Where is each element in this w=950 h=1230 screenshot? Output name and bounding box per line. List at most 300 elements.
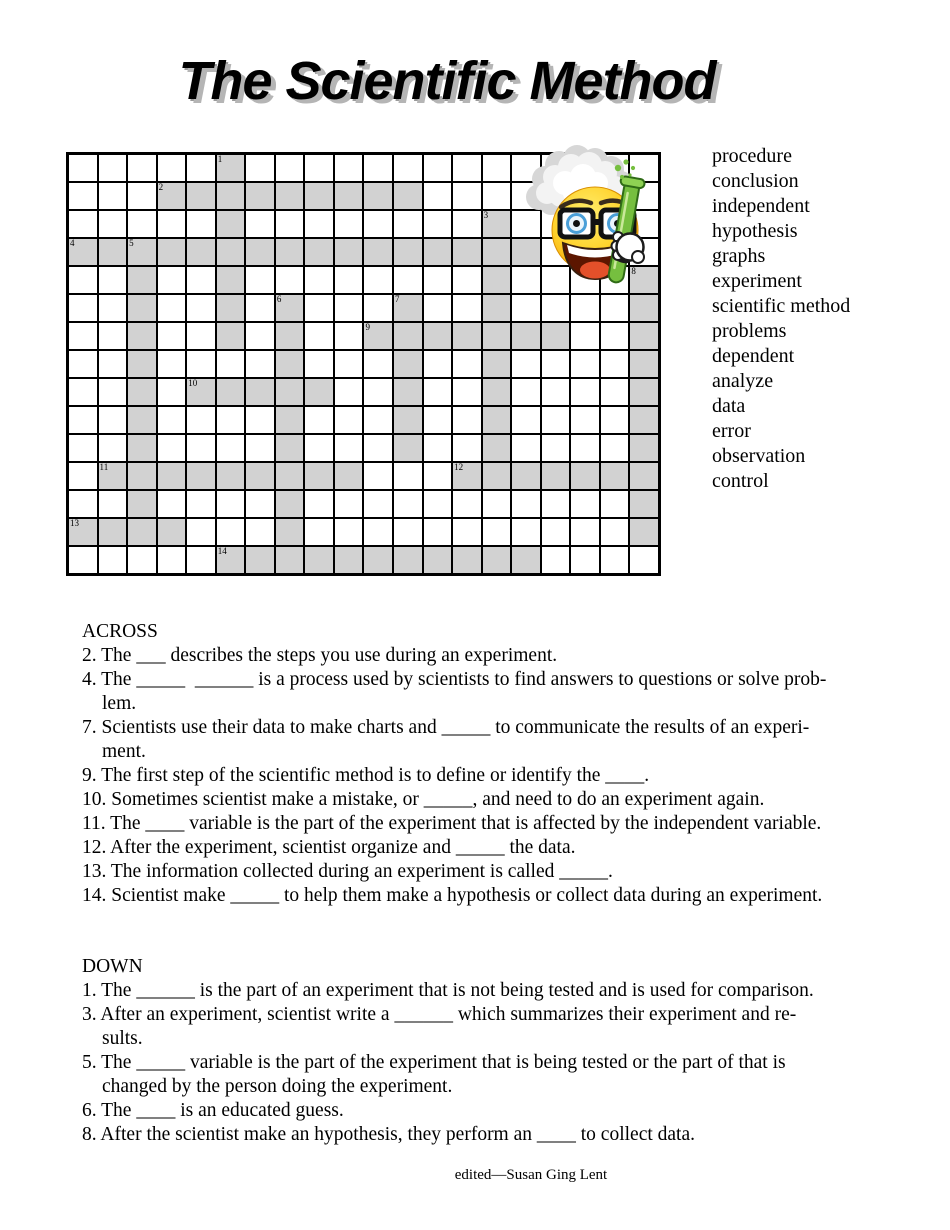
grid-cell: [334, 434, 364, 462]
grid-cell: [363, 462, 393, 490]
grid-cell: [511, 490, 541, 518]
grid-cell: [363, 546, 393, 574]
grid-cell: [98, 266, 128, 294]
grid-cell: [629, 406, 659, 434]
clue-line: 6. The ____ is an educated guess.: [82, 1100, 344, 1121]
grid-cell: [157, 350, 187, 378]
grid-cell: [127, 490, 157, 518]
across-section: [82, 620, 888, 908]
grid-cell: [216, 378, 246, 406]
grid-cell: [304, 266, 334, 294]
grid-cell: [629, 378, 659, 406]
grid-cell: [245, 350, 275, 378]
grid-cell: [245, 210, 275, 238]
grid-cell: [452, 406, 482, 434]
grid-cell: [275, 378, 305, 406]
grid-cell: [304, 462, 334, 490]
grid-cell: [216, 546, 246, 574]
grid-cell: [275, 490, 305, 518]
cell-number: 9: [365, 322, 370, 332]
grid-cell: [570, 462, 600, 490]
grid-cell: [363, 350, 393, 378]
grid-cell: [334, 294, 364, 322]
grid-cell: [216, 182, 246, 210]
grid-cell: [127, 266, 157, 294]
grid-cell: [482, 518, 512, 546]
grid-cell: [570, 322, 600, 350]
grid-cell: [245, 154, 275, 182]
grid-cell: [423, 154, 453, 182]
clue-line: 11. The ____ variable is the part of the experiment that is affected by the independent variable.: [82, 813, 822, 834]
word-bank-item: problems: [712, 320, 787, 342]
grid-cell: [127, 294, 157, 322]
grid-cell: [186, 518, 216, 546]
clue-line: 8. After the scientist make an hypothesis, they perform an ____ to collect data.: [82, 1124, 695, 1145]
grid-cell: [98, 350, 128, 378]
grid-cell: [334, 378, 364, 406]
clue-line: sults.: [102, 1028, 143, 1049]
grid-cell: [157, 406, 187, 434]
grid-cell: [68, 546, 98, 574]
grid-cell: [216, 462, 246, 490]
grid-cell: [98, 238, 128, 266]
grid-cell: [186, 406, 216, 434]
grid-cell: [629, 322, 659, 350]
grid-cell: [98, 378, 128, 406]
cell-number: 11: [99, 462, 109, 472]
grid-cell: [98, 546, 128, 574]
grid-cell: [334, 238, 364, 266]
grid-cell: [98, 518, 128, 546]
grid-cell: [393, 238, 423, 266]
grid-cell: [482, 154, 512, 182]
grid-cell: [393, 350, 423, 378]
grid-cell: [186, 182, 216, 210]
grid-cell: [157, 238, 187, 266]
grid-cell: [216, 294, 246, 322]
grid-cell: [157, 322, 187, 350]
grid-cell: [629, 518, 659, 546]
glove-icon: [612, 232, 645, 263]
grid-cell: [541, 294, 571, 322]
grid-cell: [304, 546, 334, 574]
grid-cell: [245, 518, 275, 546]
grid-cell: [334, 546, 364, 574]
grid-cell: [304, 294, 334, 322]
grid-cell: [452, 462, 482, 490]
grid-cell: [245, 182, 275, 210]
word-bank-item: procedure: [712, 145, 792, 167]
grid-cell: [275, 154, 305, 182]
grid-cell: [216, 266, 246, 294]
grid-cell: [68, 266, 98, 294]
cell-number: 3: [483, 210, 489, 220]
grid-cell: [423, 518, 453, 546]
grid-cell: [98, 154, 128, 182]
grid-cell: [127, 462, 157, 490]
grid-cell: [275, 182, 305, 210]
grid-cell: [541, 518, 571, 546]
grid-cell: [363, 490, 393, 518]
grid-cell: [570, 378, 600, 406]
grid-cell: [393, 406, 423, 434]
clue-line: 2. The ___ describes the steps you use during an experiment.: [82, 645, 558, 666]
grid-cell: [570, 518, 600, 546]
grid-cell: [482, 350, 512, 378]
grid-cell: [452, 434, 482, 462]
grid-cell: [363, 294, 393, 322]
grid-cell: [127, 182, 157, 210]
cell-number: 2: [158, 182, 164, 192]
grid-cell: [600, 462, 630, 490]
grid-cell: [600, 546, 630, 574]
grid-cell: [482, 266, 512, 294]
grid-cell: [157, 462, 187, 490]
grid-cell: [452, 182, 482, 210]
grid-cell: [482, 434, 512, 462]
grid-cell: [393, 378, 423, 406]
grid-cell: [216, 154, 246, 182]
grid-cell: [245, 490, 275, 518]
grid-cell: [216, 518, 246, 546]
across-clues: [82, 644, 888, 908]
grid-cell: [541, 462, 571, 490]
grid-cell: [511, 378, 541, 406]
word-bank: [712, 144, 850, 494]
grid-cell: [334, 154, 364, 182]
grid-cell: [245, 546, 275, 574]
down-clues: [82, 979, 888, 1147]
grid-cell: [511, 518, 541, 546]
grid-cell: [600, 294, 630, 322]
grid-cell: [304, 378, 334, 406]
grid-cell: [68, 434, 98, 462]
grid-cell: [275, 266, 305, 294]
grid-cell: [452, 378, 482, 406]
grid-cell: [423, 210, 453, 238]
grid-cell: [600, 350, 630, 378]
grid-cell: [393, 322, 423, 350]
grid-cell: [304, 238, 334, 266]
grid-cell: [216, 238, 246, 266]
grid-cell: [216, 490, 246, 518]
across-header: ACROSS: [82, 621, 158, 642]
grid-cell: [363, 518, 393, 546]
grid-cell: [275, 350, 305, 378]
cell-number: 14: [217, 546, 227, 556]
grid-cell: [570, 350, 600, 378]
down-section: [82, 955, 888, 1147]
grid-cell: [423, 378, 453, 406]
grid-cell: [600, 378, 630, 406]
grid-cell: [245, 434, 275, 462]
grid-cell: [570, 406, 600, 434]
word-bank-item: independent: [712, 195, 810, 217]
grid-cell: [393, 266, 423, 294]
grid-cell: [127, 350, 157, 378]
grid-cell: [452, 266, 482, 294]
grid-cell: [304, 154, 334, 182]
grid-cell: [423, 238, 453, 266]
grid-cell: [127, 378, 157, 406]
grid-cell: [334, 266, 364, 294]
clue-line: lem.: [102, 693, 137, 714]
grid-cell: [393, 182, 423, 210]
grid-cell: [275, 210, 305, 238]
grid-cell: [186, 266, 216, 294]
grid-cell: [157, 434, 187, 462]
grid-cell: [629, 490, 659, 518]
grid-cell: [304, 518, 334, 546]
cell-number: 1: [217, 154, 223, 164]
grid-cell: [157, 294, 187, 322]
grid-cell: [245, 462, 275, 490]
grid-cell: [541, 434, 571, 462]
grid-cell: [423, 182, 453, 210]
grid-cell: [393, 210, 423, 238]
grid-cell: [186, 154, 216, 182]
cell-number: 13: [70, 518, 79, 528]
grid-cell: [570, 294, 600, 322]
grid-cell: [511, 462, 541, 490]
grid-cell: [541, 406, 571, 434]
word-bank-item: observation: [712, 445, 806, 467]
cell-number: 10: [188, 378, 198, 388]
grid-cell: [245, 406, 275, 434]
grid-cell: [600, 322, 630, 350]
grid-cell: [511, 434, 541, 462]
grid-cell: [186, 294, 216, 322]
grid-cell: [68, 182, 98, 210]
grid-cell: [423, 322, 453, 350]
grid-cell: [334, 406, 364, 434]
grid-cell: [629, 462, 659, 490]
clue-line: 5. The _____ variable is the part of the experiment that is being tested or the part of that is: [82, 1052, 786, 1073]
grid-cell: [186, 434, 216, 462]
grid-cell: [600, 406, 630, 434]
grid-cell: [482, 378, 512, 406]
grid-cell: [127, 238, 157, 266]
clue-line: 1. The ______ is the part of an experiment that is not being tested and is used for comparison.: [82, 980, 814, 1001]
grid-cell: [304, 210, 334, 238]
grid-cell: [363, 182, 393, 210]
grid-cell: [511, 546, 541, 574]
grid-cell: [275, 462, 305, 490]
grid-cell: [452, 210, 482, 238]
grid-cell: [216, 434, 246, 462]
cell-number: 7: [395, 294, 400, 304]
grid-cell: [600, 490, 630, 518]
clue-line: 9. The first step of the scientific method is to define or identify the ____.: [82, 765, 650, 786]
grid-cell: [98, 406, 128, 434]
word-bank-item: dependent: [712, 345, 795, 367]
grid-cell: [127, 406, 157, 434]
grid-cell: [423, 294, 453, 322]
grid-cell: [393, 434, 423, 462]
grid-cell: [600, 518, 630, 546]
grid-cell: [363, 434, 393, 462]
grid-cell: [127, 322, 157, 350]
grid-cell: [157, 546, 187, 574]
grid-cell: [127, 210, 157, 238]
grid-cell: [275, 434, 305, 462]
grid-cell: [186, 238, 216, 266]
word-bank-item: hypothesis: [712, 220, 798, 242]
grid-cell: [334, 462, 364, 490]
grid-cell: [186, 350, 216, 378]
clue-line: 14. Scientist make _____ to help them make a hypothesis or collect data during an experiment.: [82, 885, 823, 906]
grid-cell: [186, 462, 216, 490]
word-bank-item: control: [712, 470, 769, 492]
grid-cell: [452, 294, 482, 322]
word-bank-item: conclusion: [712, 170, 799, 192]
grid-cell: [245, 238, 275, 266]
word-bank-item: experiment: [712, 270, 802, 292]
grid-cell: [334, 210, 364, 238]
grid-cell: [363, 266, 393, 294]
cell-number: 4: [70, 238, 75, 248]
grid-cell: [216, 406, 246, 434]
grid-cell: [600, 434, 630, 462]
grid-cell: [423, 434, 453, 462]
grid-cell: [186, 210, 216, 238]
grid-cell: [68, 406, 98, 434]
grid-cell: [393, 462, 423, 490]
grid-cell: [541, 378, 571, 406]
grid-cell: [541, 490, 571, 518]
grid-cell: [570, 434, 600, 462]
grid-cell: [98, 490, 128, 518]
grid-cell: [98, 434, 128, 462]
grid-cell: [98, 294, 128, 322]
grid-cell: [245, 294, 275, 322]
grid-cell: [157, 210, 187, 238]
grid-cell: [363, 238, 393, 266]
grid-cell: [482, 238, 512, 266]
grid-cell: [482, 322, 512, 350]
grid-cell: [98, 462, 128, 490]
grid-cell: [629, 546, 659, 574]
grid-cell: [275, 406, 305, 434]
grid-cell: [186, 546, 216, 574]
grid-cell: [482, 490, 512, 518]
grid-cell: [393, 546, 423, 574]
grid-cell: [452, 154, 482, 182]
grid-cell: [216, 210, 246, 238]
grid-cell: [186, 378, 216, 406]
page-title: The Scientific Method: [178, 51, 716, 111]
grid-cell: [423, 406, 453, 434]
grid-cell: [157, 518, 187, 546]
grid-cell: [541, 350, 571, 378]
grid-cell: [452, 490, 482, 518]
grid-cell: [482, 294, 512, 322]
word-bank-item: data: [712, 395, 746, 417]
grid-cell: [452, 518, 482, 546]
grid-cell: [68, 350, 98, 378]
grid-cell: [393, 518, 423, 546]
grid-cell: [127, 546, 157, 574]
clue-line: 7. Scientists use their data to make charts and _____ to communicate the results of an experi-: [82, 717, 810, 738]
grid-cell: [68, 490, 98, 518]
grid-cell: [511, 350, 541, 378]
grid-cell: [334, 350, 364, 378]
grid-cell: [68, 518, 98, 546]
grid-cell: [423, 266, 453, 294]
grid-cell: [541, 546, 571, 574]
grid-cell: [363, 406, 393, 434]
grid-cell: [304, 182, 334, 210]
grid-cell: [275, 546, 305, 574]
grid-cell: [186, 490, 216, 518]
grid-cell: [245, 322, 275, 350]
cell-number: 12: [454, 462, 464, 472]
grid-cell: [275, 294, 305, 322]
cell-number: 5: [129, 238, 134, 248]
clue-line: 4. The _____ ______ is a process used by scientists to find answers to questions or solve prob-: [82, 669, 827, 690]
grid-cell: [304, 322, 334, 350]
grid-cell: [68, 322, 98, 350]
grid-cell: [245, 378, 275, 406]
grid-cell: [452, 238, 482, 266]
grid-cell: [157, 182, 187, 210]
grid-cell: [629, 294, 659, 322]
word-bank-item: graphs: [712, 245, 766, 267]
grid-cell: [216, 350, 246, 378]
grid-cell: [304, 434, 334, 462]
grid-cell: [304, 350, 334, 378]
grid-cell: [245, 266, 275, 294]
grid-cell: [423, 350, 453, 378]
cell-number: 8: [631, 266, 636, 276]
grid-cell: [393, 294, 423, 322]
grid-cell: [363, 210, 393, 238]
grid-cell: [304, 406, 334, 434]
grid-cell: [68, 294, 98, 322]
grid-cell: [541, 322, 571, 350]
grid-cell: [363, 378, 393, 406]
grid-cell: [68, 378, 98, 406]
grid-cell: [157, 154, 187, 182]
grid-cell: [127, 518, 157, 546]
clue-line: changed by the person doing the experiment.: [102, 1076, 453, 1097]
grid-cell: [98, 322, 128, 350]
grid-cell: [570, 546, 600, 574]
grid-cell: [393, 490, 423, 518]
grid-cell: [482, 546, 512, 574]
clue-line: 12. After the experiment, scientist organize and _____ the data.: [82, 837, 576, 858]
grid-cell: [68, 154, 98, 182]
grid-cell: [334, 322, 364, 350]
grid-cell: [511, 322, 541, 350]
clue-line: 3. After an experiment, scientist write a ______ which summarizes their experiment and re-: [82, 1004, 797, 1025]
grid-cell: [304, 490, 334, 518]
clue-line: ment.: [102, 741, 146, 762]
grid-cell: [334, 182, 364, 210]
grid-cell: [452, 322, 482, 350]
word-bank-item: analyze: [712, 370, 774, 392]
grid-cell: [482, 462, 512, 490]
down-header: DOWN: [82, 956, 143, 977]
grid-cell: [511, 294, 541, 322]
grid-cell: [216, 322, 246, 350]
grid-cell: [68, 238, 98, 266]
grid-cell: [363, 154, 393, 182]
grid-cell: [423, 490, 453, 518]
grid-cell: [157, 378, 187, 406]
grid-cell: [482, 182, 512, 210]
grid-cell: [334, 490, 364, 518]
